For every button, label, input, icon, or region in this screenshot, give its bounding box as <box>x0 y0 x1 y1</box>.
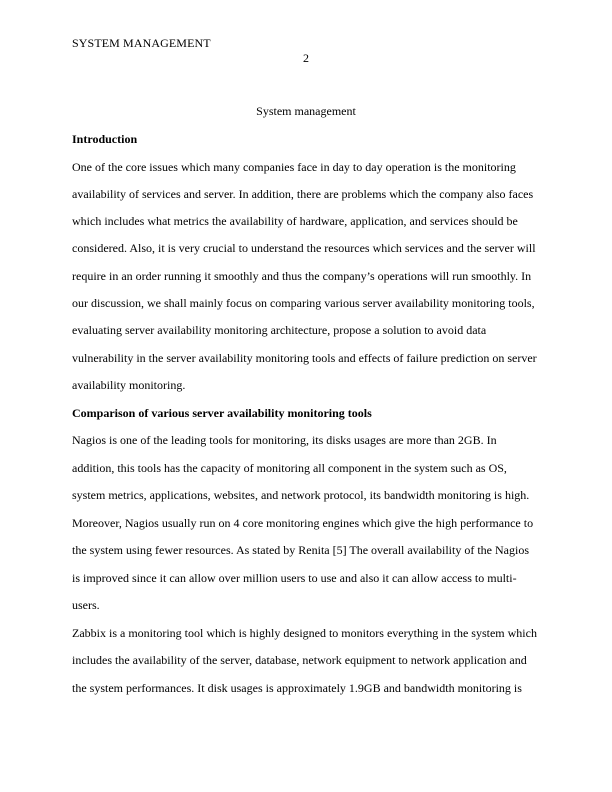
page-number: 2 <box>303 51 309 65</box>
paragraph-line: vulnerability in the server availability monitoring tools and effects of failure prediction on server <box>72 351 537 365</box>
paragraph-line: which includes what metrics the availability of hardware, application, and services should be <box>72 214 518 228</box>
paragraph-line: users. <box>72 598 100 612</box>
paragraph-line: Moreover, Nagios usually run on 4 core monitoring engines which give the high performance to <box>72 516 534 530</box>
document-title: System management <box>256 104 356 118</box>
paragraph-line: availability of services and server. In addition, there are problems which the company also faces <box>72 187 534 201</box>
paragraph-line: considered. Also, it is very crucial to understand the resources which services and the server will <box>72 241 536 255</box>
section-heading-comparison: Comparison of various server availability monitoring tools <box>72 406 372 420</box>
paragraph-line: Nagios is one of the leading tools for monitoring, its disks usages are more than 2GB. In <box>72 433 497 447</box>
section-heading-introduction: Introduction <box>72 132 138 146</box>
running-head: SYSTEM MANAGEMENT <box>72 36 211 50</box>
paragraph-line: system metrics, applications, websites, and network protocol, its bandwidth monitoring is high. <box>72 488 530 502</box>
paragraph-line: our discussion, we shall mainly focus on comparing various server availability monitoring tools, <box>72 296 535 310</box>
paragraph-line: require in an order running it smoothly and thus the company’s operations will run smoothly. In <box>72 269 532 283</box>
paragraph-line: One of the core issues which many companies face in day to day operation is the monitoring <box>72 160 516 174</box>
paragraph-line: Zabbix is a monitoring tool which is highly designed to monitors everything in the system which <box>72 626 537 640</box>
paragraph-line: is improved since it can allow over million users to use and also it can allow access to multi- <box>72 571 517 585</box>
paragraph-line: evaluating server availability monitoring architecture, propose a solution to avoid data <box>72 323 487 337</box>
paragraph-line: the system using fewer resources. As stated by Renita [5] The overall availability of the Nagios <box>72 543 529 557</box>
paragraph-line: availability monitoring. <box>72 378 186 392</box>
paragraph-line: the system performances. It disk usages is approximately 1.9GB and bandwidth monitoring is <box>72 681 522 695</box>
paragraph-line: addition, this tools has the capacity of monitoring all component in the system such as OS, <box>72 461 507 475</box>
paragraph-line: includes the availability of the server, database, network equipment to network application and <box>72 653 527 667</box>
